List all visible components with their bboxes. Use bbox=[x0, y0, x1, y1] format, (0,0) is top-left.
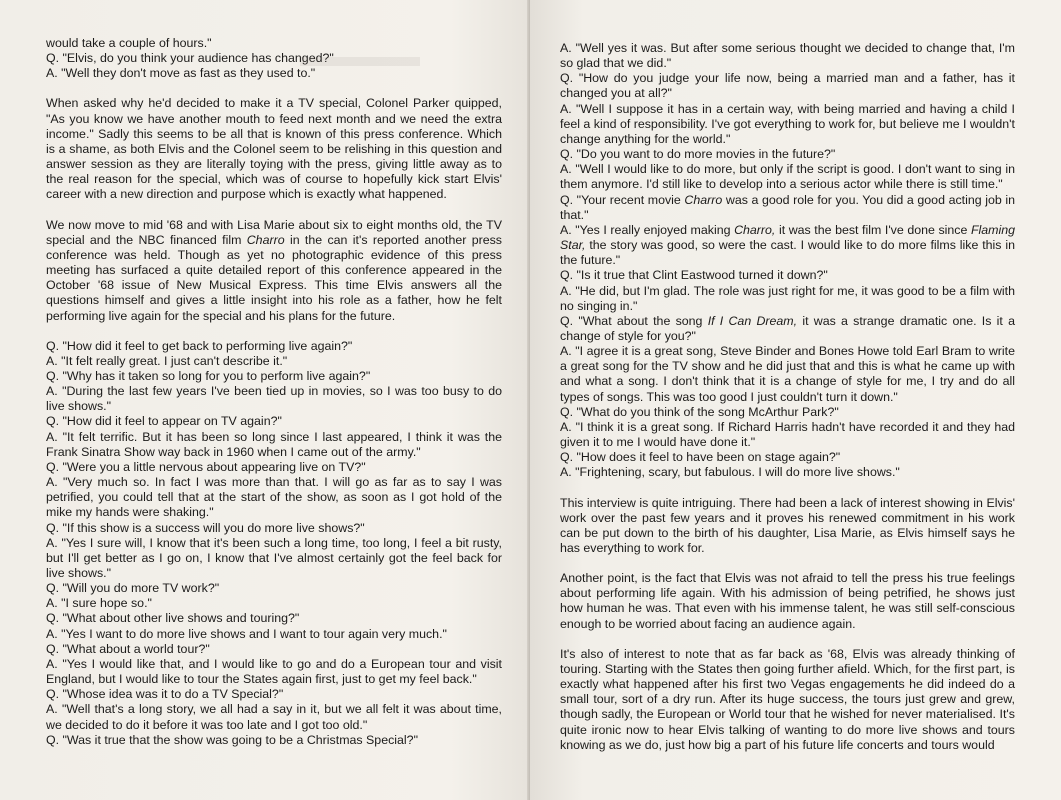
left-column bbox=[46, 36, 502, 748]
left-page bbox=[0, 0, 530, 800]
answer-line: A. "During the last few years I've been tied up in movies, so I was too busy to do live shows." bbox=[46, 384, 502, 414]
answer-line: A. "Frightening, scary, but fabulous. I will do more live shows." bbox=[560, 465, 900, 480]
song-title: If I Can Dream, bbox=[707, 313, 798, 328]
film-title: Charro bbox=[246, 232, 285, 247]
text-span: We now move to mid '68 and with Lisa Marie about six to eight months old, the TV special and the NBC financed film bbox=[46, 217, 502, 247]
question-line: Q. "Were you a little nervous about appearing live on TV?" bbox=[46, 459, 366, 474]
answer-line: A. "Yes I sure will, I know that it's been such a long time, too long, I feel a bit rusty, but I'll get better as I go on, I know that I've almost certainly got the feel back for live shows." bbox=[46, 535, 502, 580]
question-line: Q. "Elvis, do you think your audience has changed?" bbox=[46, 51, 334, 66]
answer-line: A. "Well they don't move as fast as they used to." bbox=[46, 66, 316, 81]
film-title: Charro, bbox=[734, 222, 776, 237]
question-line: Q. "How did it feel to appear on TV again?" bbox=[46, 414, 282, 429]
right-paragraph-3: It's also of interest to note that as far back as '68, Elvis was already thinking of touring. Starting with the States then going further afield. Which, for the first part, is exactly what happened after his first two Vegas engagements he did indeed do a small tour, sort of a dry run. After its huge success, the tours just grew and grew, though sadly, the European or World tour that he wished for never materialised. It's quite ironic now to hear Elvis talking of wanting to do more live shows and tours knowing as we do, just how big a part of his future life concerts and tours would bbox=[560, 646, 1015, 752]
answer-line: A. "Well I would like to do more, but only if the script is good. I don't want to sing in them anymore. I'd still like to develop into a serious actor while there is still time." bbox=[560, 162, 1015, 192]
text-span: the story was good, so were the cast. I would like to do more films like this in the future." bbox=[560, 238, 1015, 268]
right-interview-qa bbox=[560, 41, 1015, 481]
question-line: Q. "Was it true that the show was going to be a Christmas Special?" bbox=[46, 732, 418, 747]
question-line bbox=[560, 314, 1015, 344]
text-line: would take a couple of hours." bbox=[46, 36, 212, 50]
text-span: in the can it's reported another press conference was held. Though as yet no photographic evidence of this press meeting has surfaced a quite detailed report of this conference appeared in the October '68 issue of New Musical Express. This time Elvis answers all the questions himself and gives a little insight into his role as a father, how he felt performing live again for the special and his plans for the future. bbox=[46, 232, 502, 323]
left-paragraph-2 bbox=[46, 218, 502, 324]
answer-line: A. "I sure hope so." bbox=[46, 596, 152, 611]
answer-line: A. "Well I suppose it has in a certain way, with being married and having a child I feel a kind of responsibility. I've got everything to work for, but believe me I wouldn't change anything for the world." bbox=[560, 101, 1015, 146]
bleed-through-decoration: ▬▬▬▬ bbox=[300, 40, 420, 73]
film-title: Charro bbox=[684, 192, 723, 207]
question-line: Q. "How did it feel to get back to performing live again?" bbox=[46, 338, 353, 353]
answer-line: A. "It felt really great. I just can't describe it." bbox=[46, 353, 288, 368]
question-line: Q. "If this show is a success will you do more live shows?" bbox=[46, 520, 365, 535]
text-span: Q. "Your recent movie bbox=[560, 192, 685, 207]
text-span: A. "Yes I really enjoyed making bbox=[560, 222, 735, 237]
text-span: it was the best film I've done since bbox=[775, 222, 971, 237]
question-line: Q. "How does it feel to have been on stage again?" bbox=[560, 450, 841, 465]
answer-line bbox=[560, 223, 1015, 268]
question-line: Q. "How do you judge your life now, being a married man and a father, has it changed you at all?" bbox=[560, 71, 1015, 101]
answer-line: A. "Well that's a long story, we all had a say in it, but we all felt it was about time, we decided to do it before it was too late and I got too old." bbox=[46, 702, 502, 732]
text-span: was a good role for you. You did a good acting job in that." bbox=[560, 192, 1016, 222]
answer-line: A. "I think it is a great song. If Richard Harris hadn't have recorded it and they had given it to me I would have done it." bbox=[560, 419, 1015, 450]
answer-line: A. "Well yes it was. But after some serious thought we decided to change that, I'm so glad that we did." bbox=[560, 41, 1015, 71]
question-line: Q. "Whose idea was it to do a TV Special?" bbox=[46, 687, 284, 702]
answer-line: A. "It felt terrific. But it has been so long since I last appeared, I think it was the Frank Sinatra Show way back in 1960 when I came out of the army." bbox=[46, 429, 502, 459]
right-paragraph-1: This interview is quite intriguing. There had been a lack of interest showing in Elvis' work over the past few years and it proves his renewed commitment in his work can be put down to the birth of his daughter, Lisa Marie, as Elvis himself says he has everything to work for. bbox=[560, 495, 1015, 555]
question-line: Q. "Why has it taken so long for you to perform live again?" bbox=[46, 368, 371, 383]
right-column bbox=[560, 41, 1015, 753]
left-interview-qa bbox=[46, 339, 502, 748]
question-line: Q. "Do you want to do more movies in the future?" bbox=[560, 147, 836, 162]
answer-line: A. "He did, but I'm glad. The role was just right for me, it was good to be a film with no singing in." bbox=[560, 283, 1015, 313]
answer-line: A. "Yes I would like that, and I would like to go and do a European tour and visit England, but I would like to tour the States again first, just to get my feel back." bbox=[46, 656, 502, 687]
question-line: Q. "Is it true that Clint Eastwood turned it down?" bbox=[560, 268, 828, 283]
question-line: Q. "What do you think of the song McArthur Park?" bbox=[560, 404, 839, 419]
question-line: Q. "What about a world tour?" bbox=[46, 641, 210, 656]
question-line: Q. "Will you do more TV work?" bbox=[46, 581, 220, 596]
film-title: Flaming Star, bbox=[560, 222, 1016, 253]
text-span: Q. "What about the song bbox=[560, 313, 708, 328]
left-paragraph-1: When asked why he'd decided to make it a TV special, Colonel Parker quipped, "As you know we have another mouth to feed next month and we need the extra income." Sadly this seems to be all that is known of this press conference. Which is a shame, as both Elvis and the Colonel seem to be relishing in this question and answer session as they are literally toying with the press, giving little away as to the real reason for the special, which was of course to hopefully kick start Elvis' career with a new direction and purpose which is exactly what happened. bbox=[46, 96, 502, 202]
left-top-lines bbox=[46, 36, 502, 81]
answer-line: A. "Yes I want to do more live shows and I want to tour again very much." bbox=[46, 626, 447, 641]
answer-line: A. "I agree it is a great song, Steve Binder and Bones Howe told Earl Bram to write a great song for the TV show and he did just that and this is what he came up with and what a song. I don't think that it is a change of style for me, I try and do all types of songs. This was too good I just couldn't turn it down." bbox=[560, 344, 1015, 404]
right-page bbox=[530, 0, 1061, 800]
question-line bbox=[560, 193, 1015, 223]
right-paragraph-2: Another point, is the fact that Elvis was not afraid to tell the press his true feelings about performing life again. With his admission of being petrified, he shows just how human he was. That even with his immense talent, he was still self-conscious enough to be worried about facing an audience again. bbox=[560, 571, 1015, 631]
answer-line: A. "Very much so. In fact I was more than that. I will go as far as to say I was petrified, you could tell that at the start of the show, as soon as I got hold of the mike my hands were shaking." bbox=[46, 475, 502, 520]
text-span: it was a strange dramatic one. Is it a change of style for you?" bbox=[560, 313, 1015, 343]
question-line: Q. "What about other live shows and touring?" bbox=[46, 611, 300, 626]
